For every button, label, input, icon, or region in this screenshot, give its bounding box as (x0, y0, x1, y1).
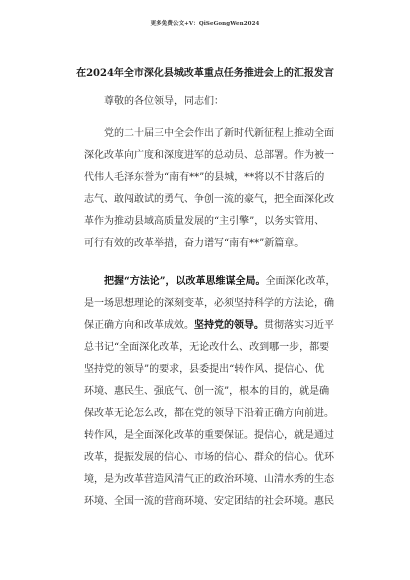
paragraph-line: 环境、全国一流的营商环境、安定团结的社会环境。惠民 (84, 496, 334, 507)
paragraph-line (84, 320, 334, 332)
header-watermark: 更多免费公文+V：QiSeGongWen2024 (150, 21, 260, 27)
paragraph-line: 志气、敢闯敢试的勇气、争创一流的豪气，把全面深化改 (84, 194, 334, 205)
paragraph-line: 代伟人毛泽东誉为“南有**”的县城，**将以不甘落后的 (84, 172, 325, 183)
paragraph-text: 全面深化改革， (265, 276, 336, 287)
paragraph-text: 保正确方向和改革成效。 (84, 320, 194, 331)
document-title: 在2024年全市深化县城改革重点任务推进会上的汇报发言 (76, 68, 334, 79)
paragraph-line: 可行有效的改革举措，奋力谱写“南有**”新篇章。 (84, 238, 305, 249)
paragraph-line: 革作为推动县域高质量发展的“主引擎”，以务实管用、 (84, 216, 325, 227)
paragraph-line: 深化改革向广度和深度进军的总动员、总部署。作为被一 (84, 150, 334, 161)
paragraph-line (104, 276, 336, 288)
paragraph-line: 转作风，是全面深化改革的重要保证。提信心，就是通过 (84, 430, 334, 441)
paragraph-line: 总书记“全面深化改革，无论改什么、改到哪一步，都要 (84, 342, 330, 353)
paragraph-line: 是一场思想理论的深刻变革，必须坚持科学的方法论，确 (84, 298, 334, 309)
paragraph-line: 保改革无论怎么改，都在党的领导下沿着正确方向前进。 (84, 408, 334, 419)
subsection-heading: 坚持党的领导。 (194, 320, 264, 331)
paragraph-line: 境，是为改革营造风清气正的政治环境、山清水秀的生态 (84, 474, 334, 485)
salutation: 尊敬的各位领导，同志们： (104, 96, 224, 107)
paragraph-line: 改革，提振发展的信心、市场的信心、群众的信心。优环 (84, 452, 334, 463)
paragraph-line: 党的二十届三中全会作出了新时代新征程上推动全面 (104, 128, 334, 139)
paragraph-text: 贯彻落实习近平 (264, 320, 334, 331)
paragraph-line: 环境、惠民生、强底气、创一流”，根本的目的，就是确 (84, 386, 330, 397)
section-heading: 把握“方法论”，以改革思维谋全局。 (104, 276, 266, 287)
paragraph-line: 坚持党的领导”的要求，县委提出“转作风、提信心、优 (84, 364, 325, 375)
